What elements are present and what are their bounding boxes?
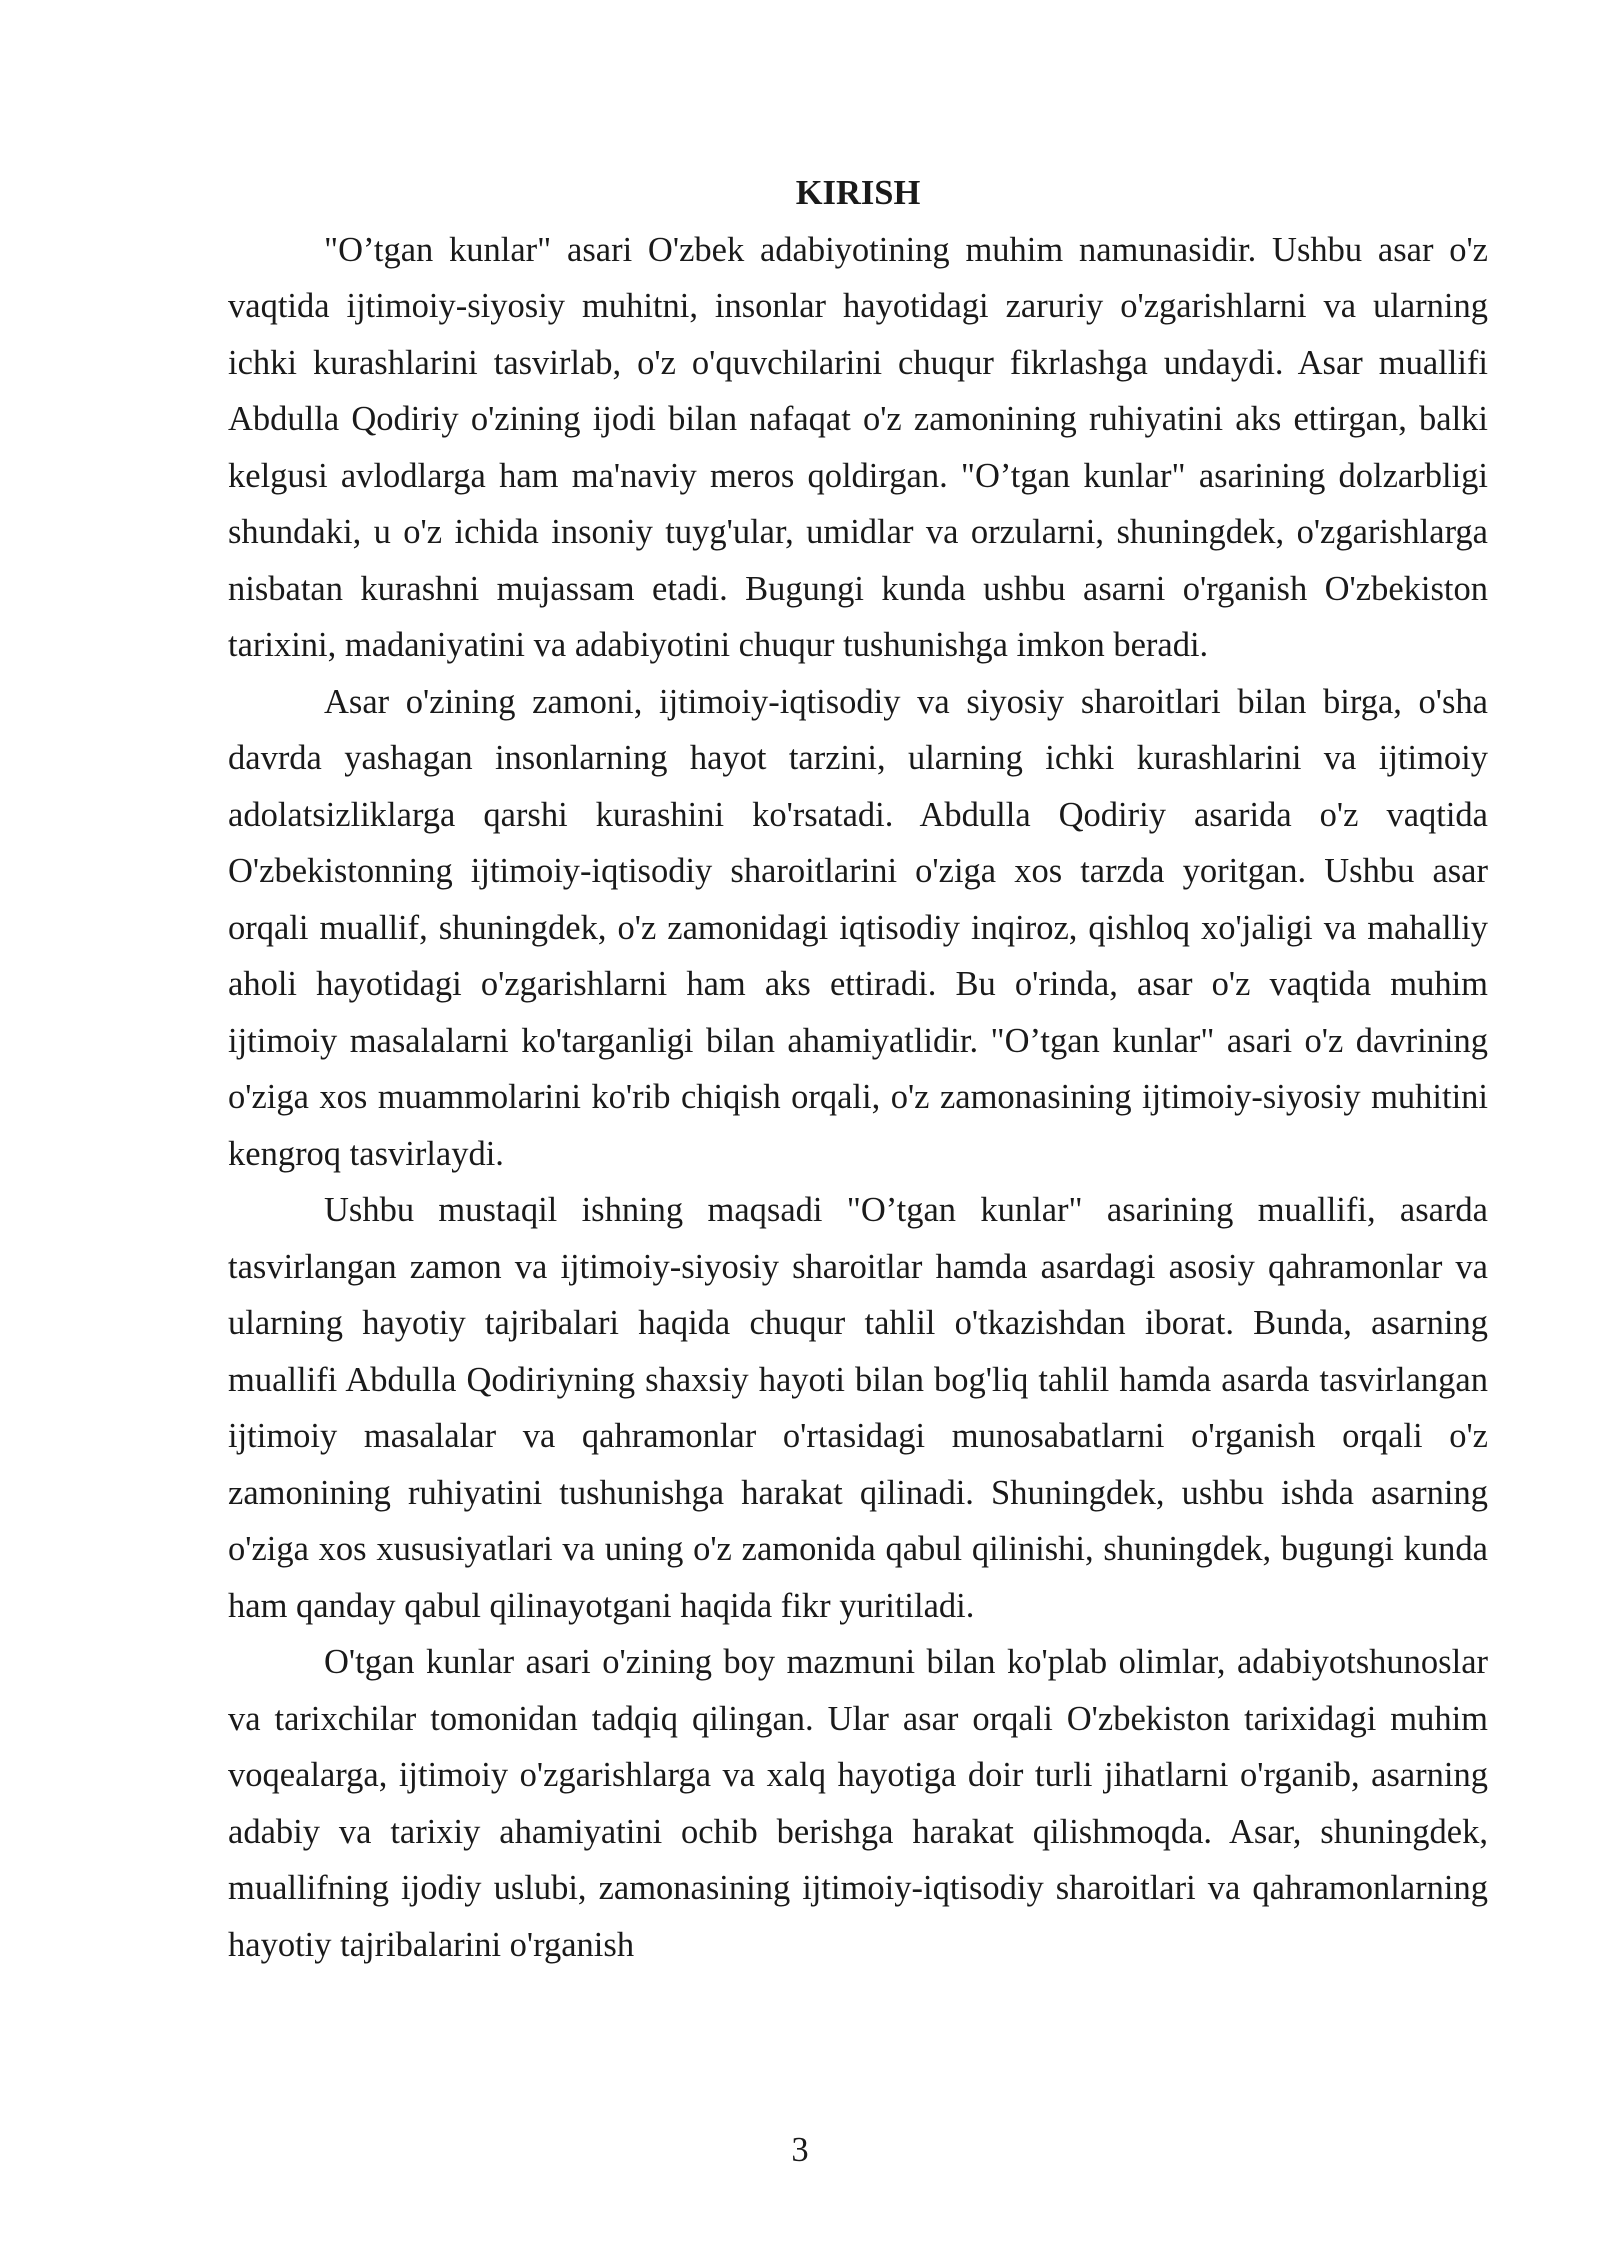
paragraph-4: O'tgan kunlar asari o'zining boy mazmuni bilan ko'plab olimlar, adabiyotshunoslar va tarixchilar tomonidan tadqiq qilingan. Ular asar orqali O'zbekiston tarixidagi muhim voqealarga, ijtimoiy o'zgarishlarga va xalq hayotiga doir turli jihatlarni o'rganib, asarning adabiy va tarixiy ahamiyatini ochib berishga harakat qilishmoqda. Asar, shuningdek, muallifning ijodiy uslubi, zamonasining ijtimoiy-iqtisodiy sharoitlari va qahramonlarning hayotiy tajribalarini o'rganish	[228, 1643, 1488, 1964]
page-number: 3	[791, 2131, 809, 2169]
paragraph-2: Asar o'zining zamoni, ijtimoiy-iqtisodiy va siyosiy sharoitlari bilan birga, o'sha davrda yashagan insonlarning hayot tarzini, ularning ichki kurashlarini va ijtimoiy adolatsizliklarga qarshi kurashini ko'rsatadi. Abdulla Qodiriy asarida o'z vaqtida O'zbekistonning ijtimoiy-iqtisodiy sharoitlarini o'ziga xos tarzda yoritgan. Ushbu asar orqali muallif, shuningdek, o'z zamonidagi iqtisodiy inqiroz, qishloq xo'jaligi va mahalliy aholi hayotidagi o'zgarishlarni ham aks ettiradi. Bu o'rinda, asar o'z vaqtida muhim ijtimoiy masalalarni ko'targanligi bilan ahamiyatlidir. "O’tgan kunlar" asari o'z davrining o'ziga xos muammolarini ko'rib chiqish orqali, o'z zamonasining ijtimoiy-siyosiy muhitini kengroq tasvirlaydi.	[228, 682, 1488, 1173]
page-content	[228, 165, 1488, 1973]
paragraph-1: "O’tgan kunlar" asari O'zbek adabiyotining muhim namunasidir. Ushbu asar o'z vaqtida ijtimoiy-siyosiy muhitni, insonlar hayotidagi zaruriy o'zgarishlarni va ularning ichki kurashlarini tasvirlab, o'z o'quvchilarini chuqur fikrlashga undaydi. Asar muallifi Abdulla Qodiriy o'zining ijodi bilan nafaqat o'z zamonining ruhiyatini aks ettirgan, balki kelgusi avlodlarga ham ma'naviy meros qoldirgan. "O’tgan kunlar" asarining dolzarbligi shundaki, u o'z ichida insoniy tuyg'ular, umidlar va orzularni, shuningdek, o'zgarishlarga nisbatan kurashni mujassam etadi. Bugungi kunda ushbu asarni o'rganish O'zbekiston tarixini, madaniyatini va adabiyotini chuqur tushunishga imkon beradi.	[228, 230, 1488, 664]
paragraph-3: Ushbu mustaqil ishning maqsadi "O’tgan kunlar" asarining muallifi, asarda tasvirlangan zamon va ijtimoiy-siyosiy sharoitlar hamda asardagi asosiy qahramonlar va ularning hayotiy tajribalari haqida chuqur tahlil o'tkazishdan iborat. Bunda, asarning muallifi Abdulla Qodiriyning shaxsiy hayoti bilan bog'liq tahlil hamda asarda tasvirlangan ijtimoiy masalalar va qahramonlar o'rtasidagi munosabatlarni o'rganish orqali o'z zamonining ruhiyatini tushunishga harakat qilinadi. Shuningdek, ushbu ishda asarning o'ziga xos xususiyatlari va uning o'z zamonida qabul qilinishi, shuningdek, bugungi kunda ham qanday qabul qilinayotgani haqida fikr yuritiladi.	[228, 1191, 1488, 1625]
page-title: KIRISH	[795, 174, 921, 212]
